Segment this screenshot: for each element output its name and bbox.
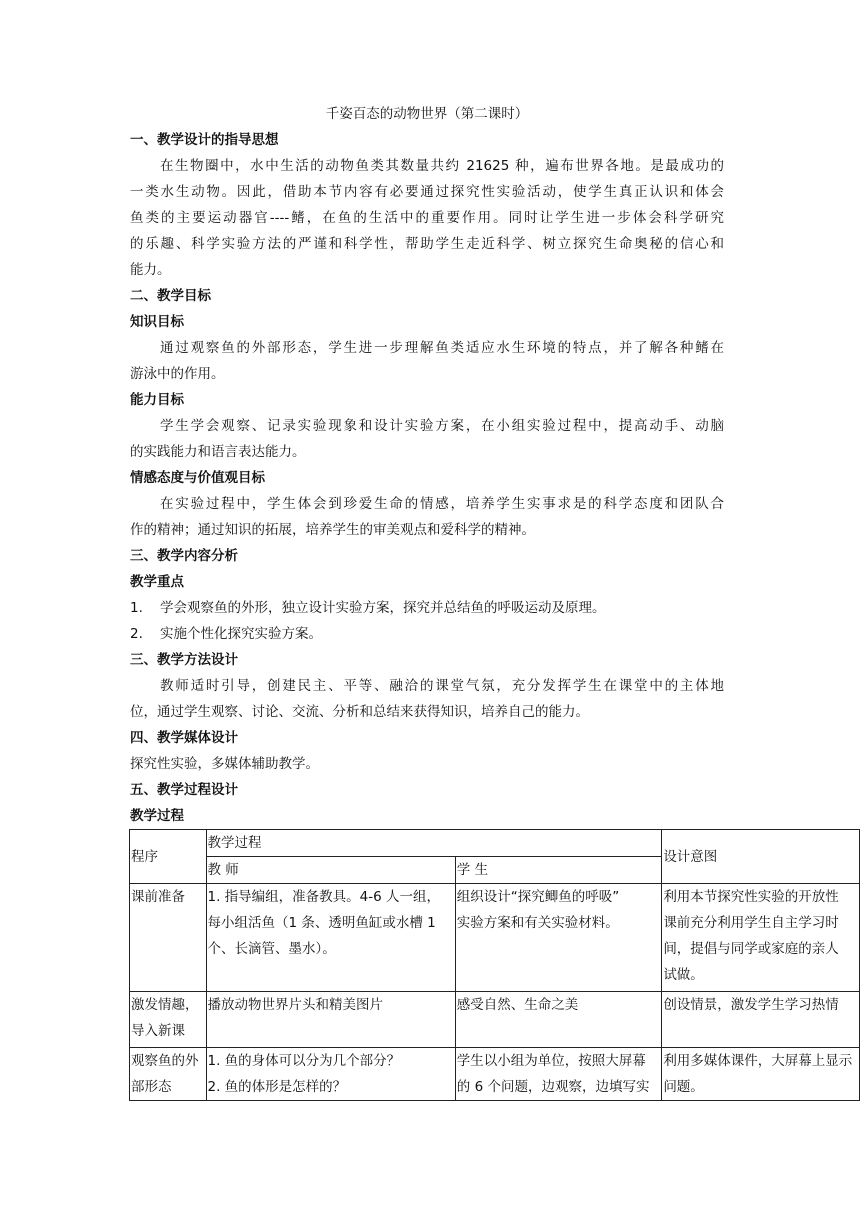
section-heading-media: 四、教学媒体设计 — [130, 730, 238, 746]
paragraph-line: 教师适时引导，创建民主、平等、融洽的课堂气氛，充分发挥学生在课堂中的主体地 — [160, 678, 724, 694]
section-heading-guiding-idea: 一、教学设计的指导思想 — [130, 132, 279, 148]
cell-step: 激发情趣， 导入新课 — [130, 992, 207, 1048]
cell-student: 感受自然、生命之美 — [455, 992, 662, 1048]
section-heading-method: 三、教学方法设计 — [130, 652, 238, 668]
paragraph-line: 位，通过学生观察、讨论、交流、分析和总结来获得知识，培养自己的能力。 — [130, 704, 589, 720]
paragraph-line: 鱼类的主要运动器官----鳍，在鱼的生活中的重要作用。同时让学生进一步体会科学研究 — [130, 210, 724, 226]
list-number: 1. — [130, 600, 143, 616]
header-intent: 设计意图 — [662, 830, 860, 884]
paragraph-line: 在生物圈中，水中生活的动物鱼类其数量共约 21625 种，遍布世界各地。是最成功的 — [160, 158, 724, 174]
subheading-knowledge: 知识目标 — [130, 314, 184, 330]
cell-student: 组织设计“探究鲫鱼的呼吸” 实验方案和有关实验材料。 — [455, 884, 662, 992]
paragraph-line: 作的精神；通过知识的拓展，培养学生的审美观点和爱科学的精神。 — [130, 522, 535, 538]
list-text: 学会观察鱼的外形，独立设计实验方案，探究并总结鱼的呼吸运动及原理。 — [160, 600, 606, 616]
paragraph-line: 的乐趣、科学实验方法的严谨和科学性，帮助学生走近科学、树立探究生命奥秘的信心和 — [130, 236, 724, 252]
subheading-process: 教学过程 — [130, 808, 184, 824]
subheading-key-points: 教学重点 — [130, 574, 184, 590]
table-row — [130, 884, 860, 992]
cell-step: 课前准备 — [130, 884, 207, 992]
paragraph-line: 一类水生动物。因此，借助本节内容有必要通过探究性实验活动，使学生真正认识和体会 — [130, 184, 724, 200]
cell-step: 观察鱼的外 部形态 — [130, 1048, 207, 1101]
paragraph-line: 的实践能力和语言表达能力。 — [130, 444, 306, 460]
section-heading-objectives: 二、教学目标 — [130, 288, 211, 304]
cell-intent: 创设情景，激发学生学习热情 — [662, 992, 860, 1048]
document-title: 千姿百态的动物世界（第二课时） — [325, 106, 529, 122]
header-teacher: 教 师 — [206, 857, 455, 884]
paragraph-line: 能力。 — [130, 262, 171, 278]
paragraph-line: 在实验过程中，学生体会到珍爱生命的情感，培养学生实事求是的科学态度和团队合 — [160, 496, 724, 512]
table-row — [130, 1048, 860, 1101]
cell-student: 学生以小组为单位，按照大屏幕 的 6 个问题，边观察，边填写实 — [455, 1048, 662, 1101]
header-student: 学 生 — [455, 857, 662, 884]
paragraph-line: 游泳中的作用。 — [130, 366, 225, 382]
cell-intent: 利用多媒体课件，大屏幕上显示 问题。 — [662, 1048, 860, 1101]
cell-teacher: 1. 指导编组，准备教具。4-6 人一组， 每小组活鱼（1 条、透明鱼缸或水槽 1 个、长滴管、墨水）。 — [206, 884, 455, 992]
section-heading-process: 五、教学过程设计 — [130, 782, 238, 798]
subheading-emotion: 情感态度与价值观目标 — [130, 470, 265, 486]
cell-teacher: 1. 鱼的身体可以分为几个部分？ 2. 鱼的体形是怎样的？ — [206, 1048, 455, 1101]
list-text: 实施个性化探究实验方案。 — [160, 626, 322, 642]
paragraph-line: 学生学会观察、记录实验现象和设计实验方案，在小组实验过程中，提高动手、动脑 — [160, 418, 724, 434]
paragraph-line: 探究性实验，多媒体辅助教学。 — [130, 756, 319, 772]
subheading-ability: 能力目标 — [130, 392, 184, 408]
cell-teacher: 播放动物世界片头和精美图片 — [206, 992, 455, 1048]
header-process: 教学过程 — [206, 830, 662, 857]
list-item — [130, 623, 724, 645]
header-step: 程序 — [130, 830, 207, 884]
table-row — [130, 992, 860, 1048]
list-item — [130, 597, 724, 619]
paragraph-line: 通过观察鱼的外部形态，学生进一步理解鱼类适应水生环境的特点，并了解各种鳍在 — [160, 340, 724, 356]
cell-intent: 利用本节探究性实验的开放性 课前充分利用学生自主学习时 间，提倡与同学或家庭的亲人 试做。 — [662, 884, 860, 992]
section-heading-content: 三、教学内容分析 — [130, 548, 238, 564]
list-number: 2. — [130, 626, 143, 642]
process-table — [129, 829, 860, 1101]
